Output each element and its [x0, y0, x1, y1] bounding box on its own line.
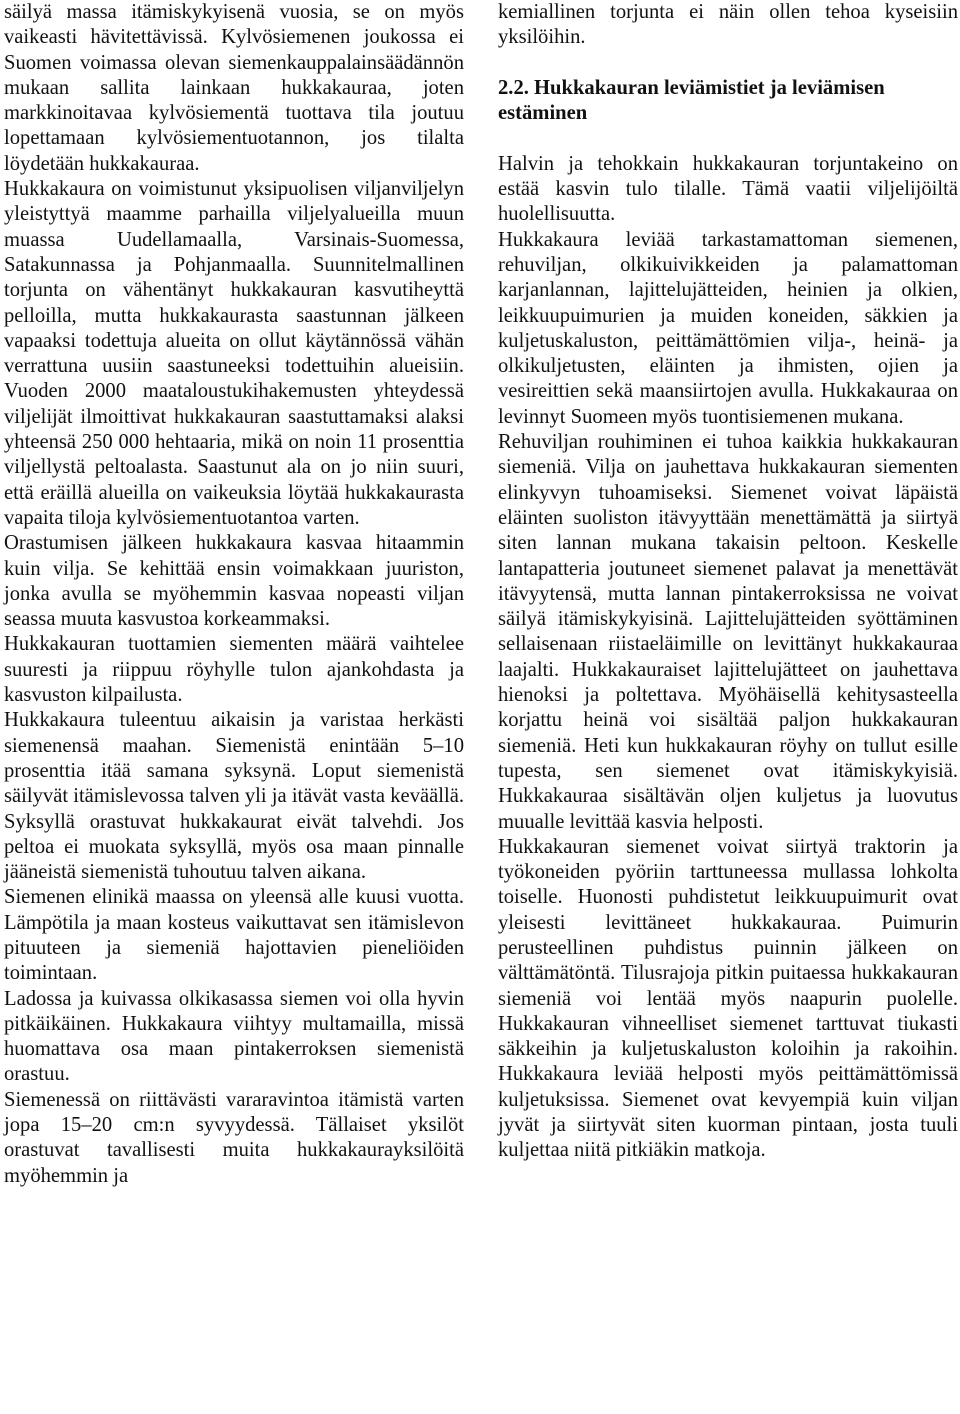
- right-paragraph-1: Halvin ja tehokkain hukkakauran torjuntakeino on estää kasvin tulo tilalle. Tämä vaatii viljelijöiltä huolellisuutta.: [498, 152, 958, 226]
- right-intro-paragraph: kemiallinen torjunta ei näin ollen tehoa kyseisiin yksilöihin.: [498, 1, 958, 49]
- right-column: [498, 0, 958, 1164]
- right-paragraph-3: Rehuviljan rouhiminen ei tuhoa kaikkia hukkakauran siemeniä. Vilja on jauhettava hukkakauran siementen elinkyvyn tuhoamiseksi. Siemenet voivat läpäistä eläinten suoliston itävyyttään menettämättä ja siirtyä siten lannan mukana takaisin peltoon. Keskelle lantapatteria joutuneet siemenet palavat ja menettävät itävyytensä, mutta lannan pintakerroksissa ne voivat säilyä itämiskykyisinä. Lajittelujätteiden syöttäminen sellaisenaan riistaeläimille on levittänyt hukkakauraa laajalti. Hukkakauraiset lajittelujätteet on jauhettava hienoksi ja poltettava. Myöhäisellä kehitysasteella korjattu heinä voi sisältää paljon hukkakauran siemeniä. Heti kun hukkakauran röyhy on tullut esille tupesta, sen siemenet ovat itämiskykyisiä. Hukkakauraa sisältävän oljen kuljetus ja luovutus muualle levittää kasvia helposti.: [498, 431, 958, 833]
- spacer: [498, 51, 958, 76]
- left-paragraph-7: Ladossa ja kuivassa olkikasassa siemen voi olla hyvin pitkäikäinen. Hukkakaura viihtyy multamailla, missä huomattava osa maan pintakerroksen siemenistä orastuu.: [4, 987, 464, 1086]
- left-paragraph-4: Hukkakauran tuottamien siementen määrä vaihtelee suuresti ja riippuu röyhylle tulon ajankohdasta ja kasvuston kilpailusta.: [4, 633, 464, 707]
- left-paragraph-6: Siemenen elinikä maassa on yleensä alle kuusi vuotta. Lämpötila ja maan kosteus vaikuttavat sen itämislevon pituuteen ja siemeniä hajottavien pieneliöiden toimintaan.: [4, 886, 464, 985]
- section-heading: 2.2. Hukkakauran leviämistiet ja leviämisen estäminen: [498, 76, 885, 125]
- left-paragraph-2: Hukkakaura on voimistunut yksipuolisen viljanviljelyn yleistyttyä maamme parhailla viljelyalueilla muun muassa Uudellamaalla, Varsinais-Suomessa, Satakunnassa ja Pohjanmaalla. Suunnitelmallinen torjunta on vähentänyt hukkakauran kasvutiheyttä pelloilla, mutta hukkakaurasta saastunnan jälkeen vapaaksi todettuja alueita on ollut käytännössä vähän verrattuna uusiin saastuneeksi todettuihin alueisiin. Vuoden 2000 maataloustukihakemusten yhteydessä viljelijät ilmoittivat hukkakauran saastuttamaksi alaksi yhteensä 250 000 hehtaaria, mikä on noin 11 prosenttia viljellystä peltoalasta. Saastunut ala on jo niin suuri, että eräillä alueilla on vaikeuksia löytää hukkakaurasta vapaita tiloja kylvösiementuotantoa varten.: [4, 178, 464, 529]
- left-paragraph-5: Hukkakaura tuleentuu aikaisin ja varistaa herkästi siemenensä maahan. Siemenistä enintään 5–10 prosenttia itää samana syksynä. Loput siemenistä säilyvät itämislevossa talven yli ja itävät vasta keväällä. Syksyllä orastuvat hukkakaurat eivät talvehdi. Jos peltoa ei muokata syksyllä, myös osa maan pinnalle jääneistä siemenistä tuhoutuu talven aikana.: [4, 709, 464, 884]
- right-paragraph-4: Hukkakauran siemenet voivat siirtyä traktorin ja työkoneiden pyöriin tarttuneessa mullassa lohkolta toiselle. Huonosti puhdistetut leikkuupuimurit ovat yleisesti levittäneet hukkakauraa. Puimurin perusteellinen puhdistus puinnin jälkeen on välttämätöntä. Tilusrajoja pitkin puitaessa hukkakauran siemeniä voi lentää myös naapurin puolelle. Hukkakauran vihneelliset siemenet tarttuvat tiukasti säkkeihin ja kuljetuskaluston koloihin ja rakoihin. Hukkakaura leviää helposti myös peittämättömissä kuljetuksissa. Siemenet ovat kevyempiä kuin viljan jyvät ja siirtyvät siten kuorman pintaan, josta tuuli kuljettaa niitä pitkiäkin matkoja.: [498, 835, 958, 1162]
- left-paragraph-3: Orastumisen jälkeen hukkakaura kasvaa hitaammin kuin vilja. Se kehittää ensin voimakkaan juuriston, jonka avulla se myöhemmin kasvaa nopeasti viljan seassa muuta kasvustoa korkeammaksi.: [4, 532, 464, 631]
- left-paragraph-1: säilyä massa itämiskykyisenä vuosia, se on myös vaikeasti hävitettävissä. Kylvösiemenen joukossa ei Suomen voimassa olevan siemenkauppalainsäädännön mukaan sallita lainkaan hukkakauraa, joten markkinoitavaa kylvösiementä tuottava tila joutuu lopettamaan kylvösiementuotannon, jos tilalta löydetään hukkakauraa.: [4, 1, 464, 175]
- left-column: [4, 0, 464, 1189]
- spacer: [498, 126, 958, 151]
- right-paragraph-2: Hukkakaura leviää tarkastamattoman siemenen, rehuviljan, olkikuivikkeiden ja palamattoman karjanlannan, lajittelujätteiden, heinien ja olkien, leikkuupuimurien ja muiden koneiden, säkkien ja kuljetuskaluston, peittämättömien vilja-, heinä- ja olkikuljetusten, eläinten ja ihmisten, ojien ja vesireittien sekä maansiirtojen avulla. Hukkakauraa on levinnyt Suomeen myös tuontisiemenen mukana.: [498, 228, 958, 428]
- left-paragraph-8: Siemenessä on riittävästi vararavintoa itämistä varten jopa 15–20 cm:n syvyydessä. Tällaiset yksilöt orastuvat tavallisesti muita hukkakaurayksilöitä myöhemmin ja: [4, 1088, 464, 1187]
